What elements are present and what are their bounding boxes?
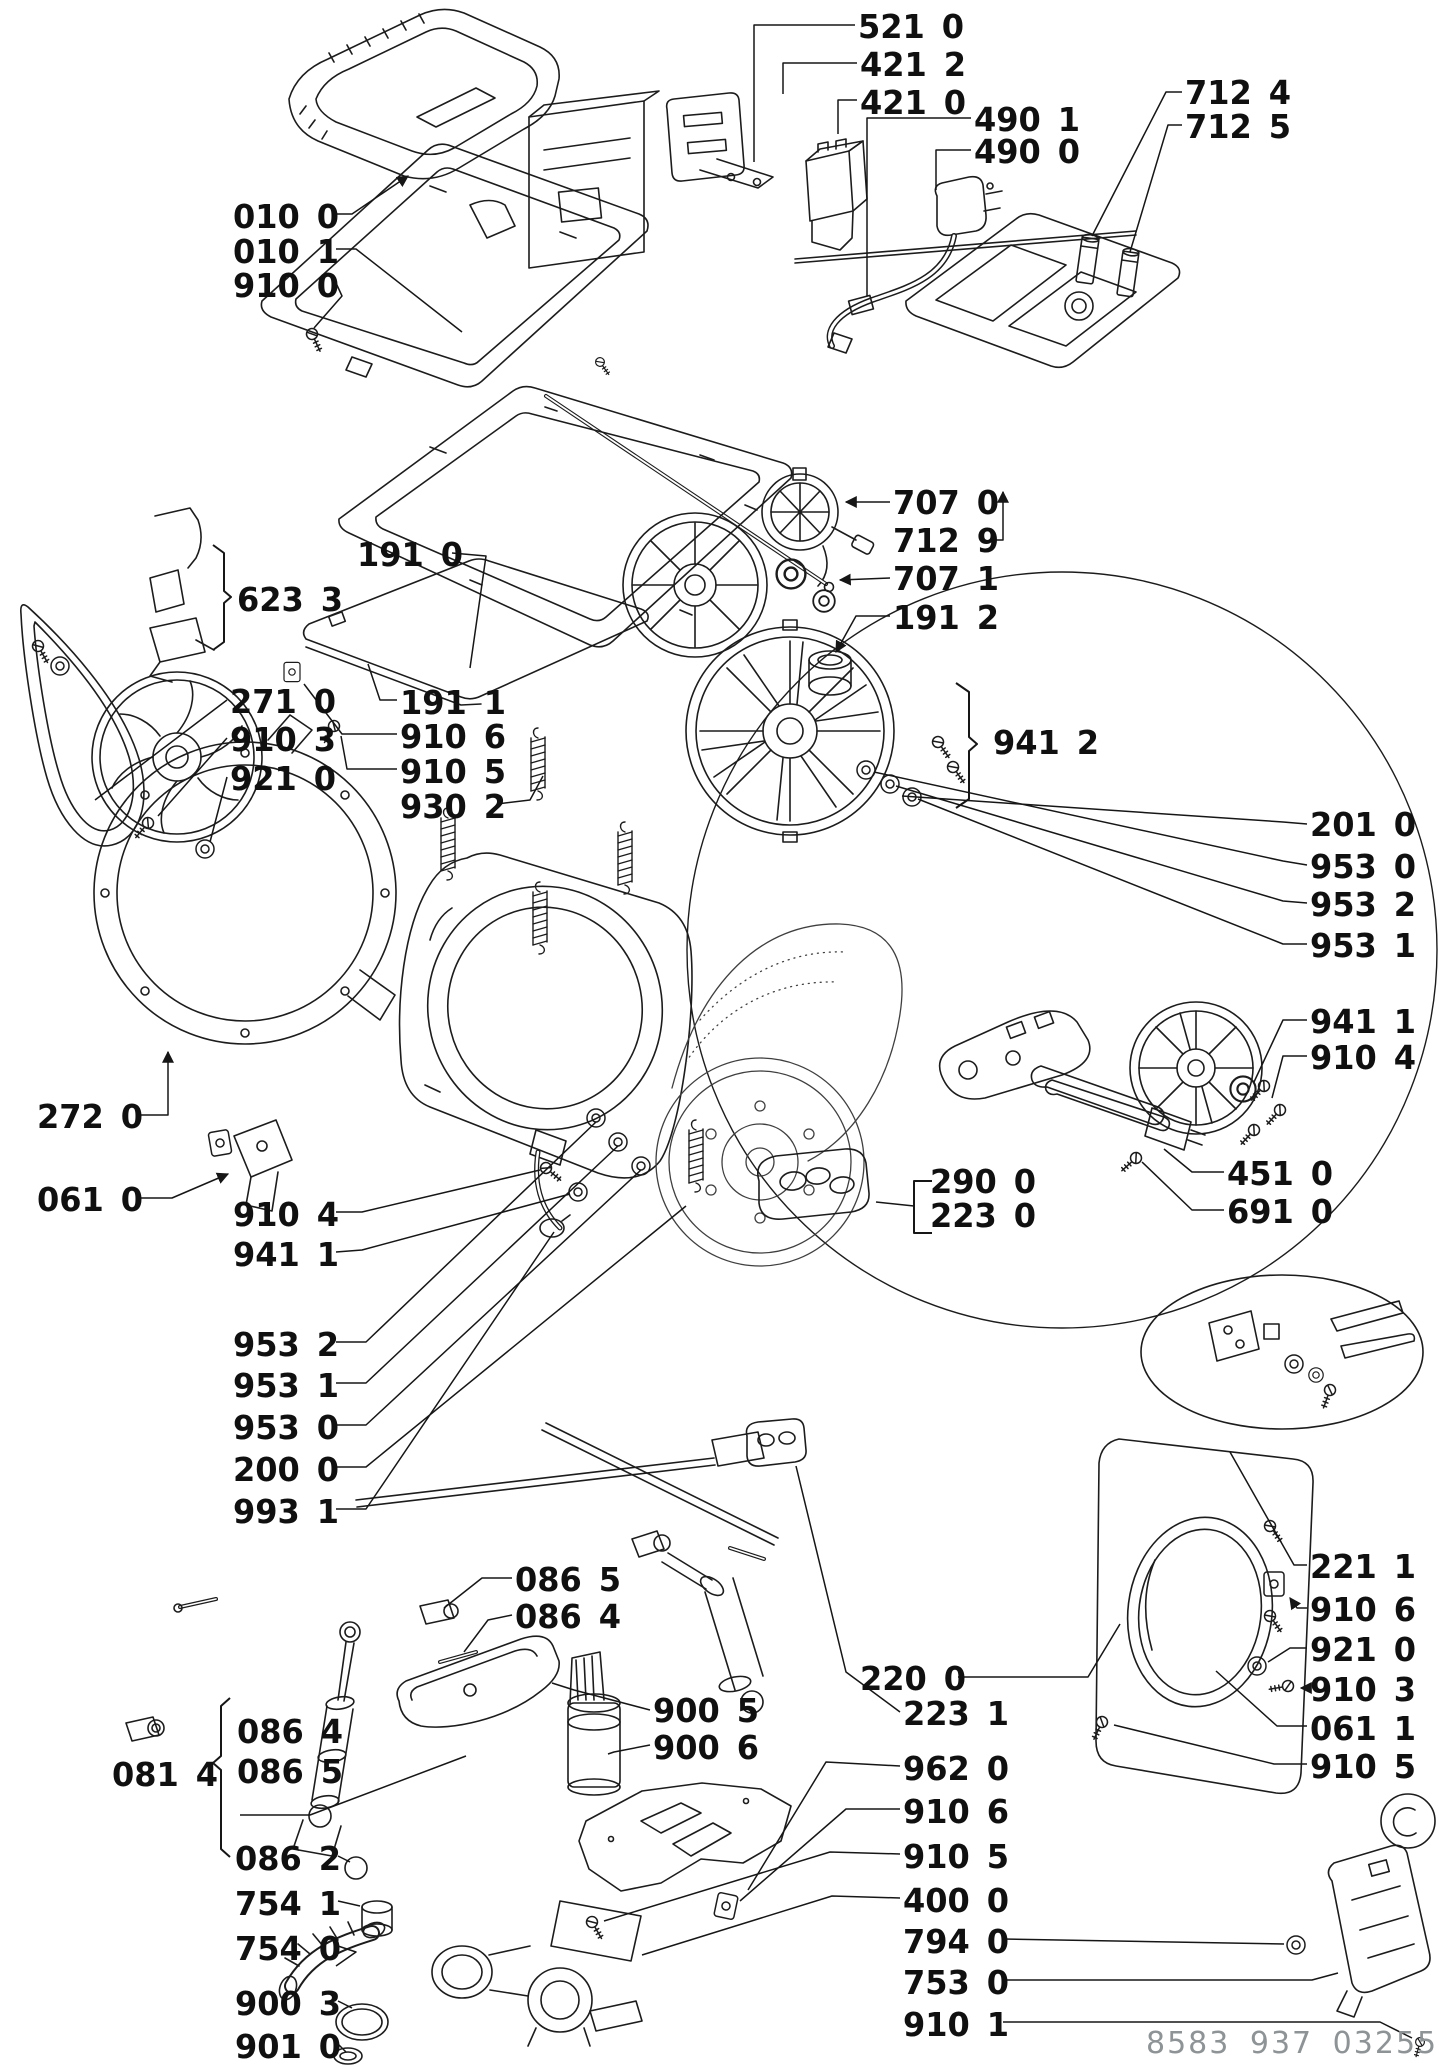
part-label: 953 1 (1310, 926, 1417, 965)
part-label: 061 0 (37, 1180, 144, 1219)
part-label: 910 6 (1310, 1590, 1417, 1629)
part-label: 081 4 (112, 1755, 219, 1794)
part-label: 707 0 (893, 483, 1000, 522)
part-label: 753 0 (903, 1963, 1010, 2002)
part-label: 953 2 (233, 1325, 340, 1364)
part-label: 223 0 (930, 1196, 1037, 1235)
part-label: 794 0 (903, 1922, 1010, 1961)
part-label: 691 0 (1227, 1192, 1334, 1231)
part-label: 086 4 (515, 1597, 622, 1636)
part-label: 900 6 (653, 1728, 760, 1767)
part-label: 910 0 (233, 266, 340, 305)
part-label: 400 0 (903, 1881, 1010, 1920)
part-label: 191 0 (357, 535, 464, 574)
part-label: 191 1 (400, 683, 507, 722)
part-label: 490 0 (974, 132, 1081, 171)
part-label: 900 5 (653, 1691, 760, 1730)
part-label: 271 0 (230, 682, 337, 721)
part-label: 421 0 (860, 83, 967, 122)
part-label: 910 3 (1310, 1670, 1417, 1709)
part-label: 930 2 (400, 787, 507, 826)
part-label: 521 0 (858, 7, 965, 46)
part-label: 962 0 (903, 1749, 1010, 1788)
part-label: 712 5 (1185, 107, 1292, 146)
part-label: 223 1 (903, 1694, 1010, 1733)
part-label: 754 0 (235, 1929, 342, 1968)
part-label: 910 4 (233, 1195, 340, 1234)
part-label: 910 5 (400, 752, 507, 791)
part-label: 061 1 (1310, 1709, 1417, 1748)
part-label: 451 0 (1227, 1154, 1334, 1193)
part-label: 086 2 (235, 1839, 342, 1878)
part-label: 221 1 (1310, 1547, 1417, 1586)
part-label: 712 9 (893, 521, 1000, 560)
part-label: 200 0 (233, 1450, 340, 1489)
part-label: 272 0 (37, 1097, 144, 1136)
part-label: 712 4 (1185, 73, 1292, 112)
part-label: 910 6 (903, 1792, 1010, 1831)
part-label: 220 0 (860, 1659, 967, 1698)
part-label: 953 1 (233, 1366, 340, 1405)
part-label: 993 1 (233, 1492, 340, 1531)
part-label: 623 3 (237, 580, 344, 619)
part-label: 941 1 (233, 1235, 340, 1274)
part-label: 010 1 (233, 232, 340, 271)
part-label: 086 5 (515, 1560, 622, 1599)
part-label: 421 2 (860, 45, 967, 84)
part-label: 953 0 (1310, 847, 1417, 886)
part-label: 921 0 (1310, 1630, 1417, 1669)
part-label: 953 0 (233, 1408, 340, 1447)
part-label: 921 0 (230, 759, 337, 798)
part-label: 201 0 (1310, 805, 1417, 844)
part-label: 910 5 (903, 1837, 1010, 1876)
part-label: 490 1 (974, 100, 1081, 139)
part-label: 910 1 (903, 2005, 1010, 2044)
part-label: 910 5 (1310, 1747, 1417, 1786)
part-label: 910 4 (1310, 1038, 1417, 1077)
part-label: 953 2 (1310, 885, 1417, 924)
part-label: 290 0 (930, 1162, 1037, 1201)
part-label: 086 4 (237, 1712, 344, 1751)
part-label: 010 0 (233, 197, 340, 236)
part-label: 941 1 (1310, 1002, 1417, 1041)
part-label: 191 2 (893, 598, 1000, 637)
part-label: 754 1 (235, 1884, 342, 1923)
part-label: 901 0 (235, 2027, 342, 2066)
part-label: 707 1 (893, 559, 1000, 598)
part-label: 910 6 (400, 717, 507, 756)
drawing-number: 8583 937 03255 (1146, 2026, 1439, 2061)
part-label: 086 5 (237, 1752, 344, 1791)
part-label: 941 2 (993, 723, 1100, 762)
part-label: 900 3 (235, 1984, 342, 2023)
part-label: 910 3 (230, 720, 337, 759)
